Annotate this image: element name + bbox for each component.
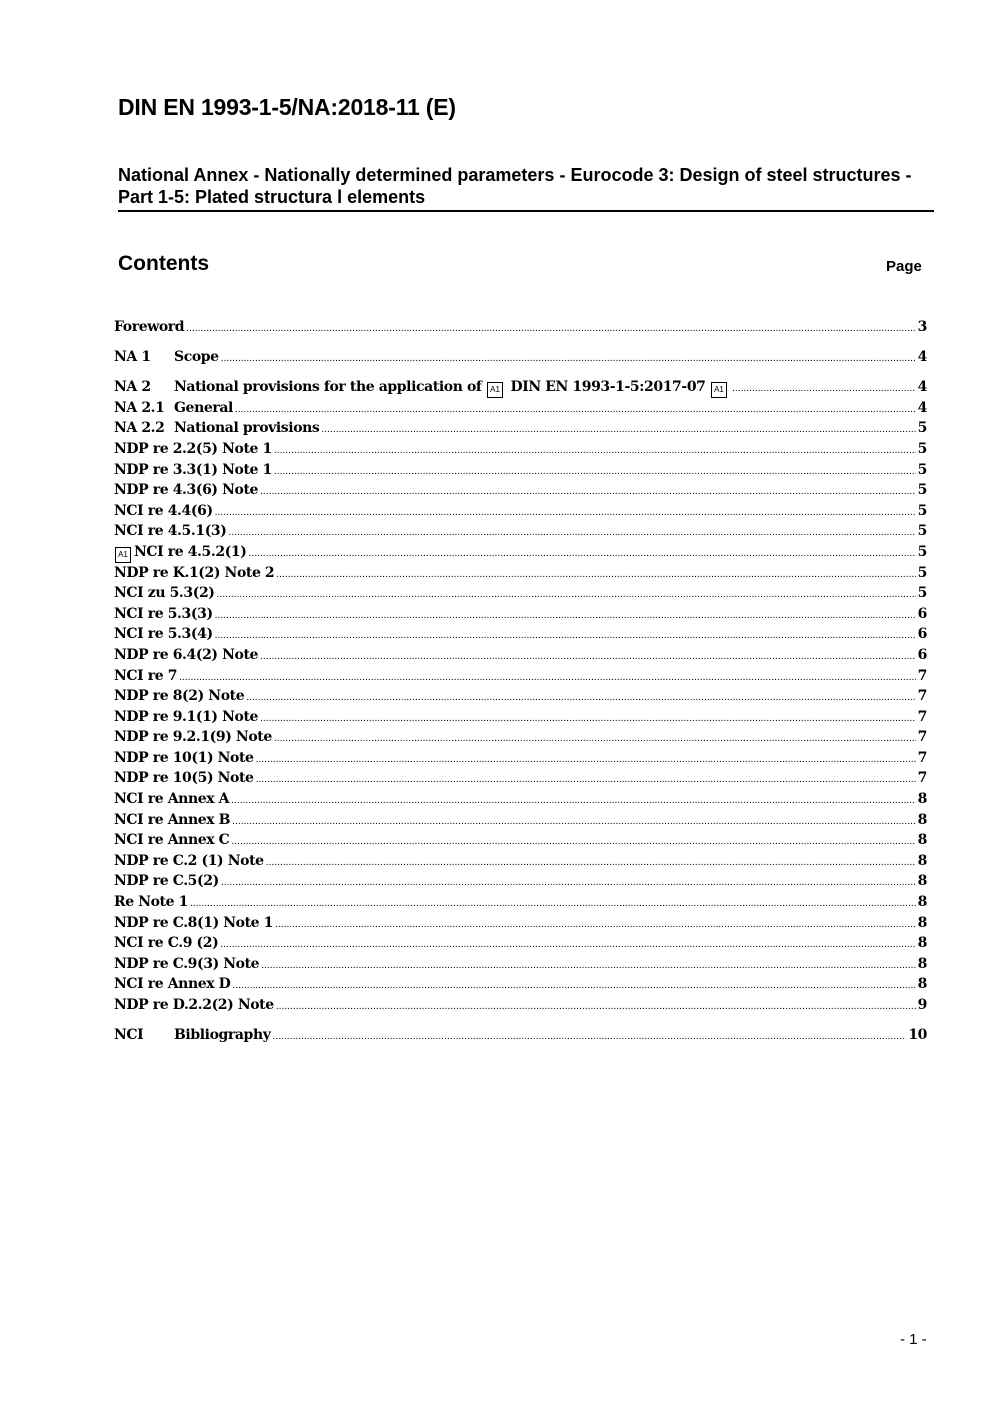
toc-entry-title: Bibliography (174, 1027, 271, 1044)
toc-entry-na2-2[interactable] (114, 418, 927, 439)
toc-entry[interactable] (114, 521, 927, 542)
toc-leader-dots (275, 913, 916, 936)
page-column-heading: Page (886, 258, 922, 275)
toc-entry[interactable] (114, 727, 927, 748)
toc-leader-dots (274, 439, 916, 462)
toc-leader-dots (221, 871, 916, 894)
toc-entry-page: 6 (917, 605, 927, 622)
toc-entry-title: NCI re Annex C (114, 832, 230, 849)
toc-entry-title: NDP re D.2.2(2) Note (114, 997, 274, 1013)
toc-leader-dots (215, 501, 916, 524)
toc-entry[interactable] (114, 686, 927, 707)
toc-entry-page: 8 (917, 791, 927, 808)
toc-entry[interactable] (114, 480, 927, 501)
toc-entry-title: Scope (174, 349, 219, 366)
toc-entry-page: 7 (917, 708, 927, 725)
toc-entry[interactable] (114, 913, 927, 934)
toc-entry-title: NDP re 2.2(5) Note 1 (114, 440, 272, 457)
toc-entry-page: 5 (917, 523, 927, 540)
toc-entry-page: 4 (917, 349, 927, 366)
toc-entry-title: NCI re 5.3(3) (114, 605, 213, 622)
toc-leader-dots (274, 727, 916, 750)
toc-entry-title: NDP re 10(1) Note (114, 749, 254, 766)
amendment-start-icon: A1 (115, 547, 131, 563)
toc-entry[interactable] (114, 892, 927, 913)
toc-leader-dots (235, 398, 916, 421)
contents-heading: Contents (118, 252, 209, 275)
toc-entry-page: 4 (917, 379, 927, 396)
toc-entry[interactable] (114, 851, 927, 872)
toc-entry-page: 5 (917, 461, 927, 478)
amendment-start-icon: A1 (487, 382, 503, 398)
toc-leader-dots (231, 830, 915, 853)
toc-entry-page: 8 (917, 976, 927, 993)
toc-leader-dots (261, 954, 915, 977)
toc-leader-dots (266, 851, 916, 874)
toc-entry-page: 5 (917, 502, 927, 519)
toc-entry[interactable] (114, 974, 927, 995)
toc-entry-title: NCI re C.9 (2) (114, 935, 219, 952)
toc-entry-title: NCI re Annex A (114, 791, 230, 808)
toc-entry-title-text: NCI re 4.5.2(1) (134, 543, 247, 560)
toc-entry-page: 8 (917, 955, 927, 972)
toc-entry-page: 5 (917, 420, 927, 437)
toc-leader-dots (256, 768, 916, 791)
toc-entry-title: NDP re C.2 (1) Note (114, 852, 264, 869)
toc-entry-page: 5 (917, 585, 927, 602)
toc-entry[interactable] (114, 933, 927, 954)
toc-entry-page: 7 (917, 749, 927, 766)
toc-entry-title: NCI zu 5.3(2) (114, 585, 215, 602)
toc-leader-dots (217, 583, 916, 606)
toc-entry-number: NA 2.2 (114, 420, 165, 437)
toc-entry-page: 7 (917, 729, 927, 746)
toc-entry-title-part: National provisions for the application of (174, 379, 482, 396)
toc-leader-dots (274, 460, 916, 483)
toc-entry-page: 5 (917, 482, 927, 499)
toc-entry-page: 9 (917, 997, 927, 1013)
toc-entry-title: NCI re Annex B (114, 811, 231, 828)
toc-entry-title: Foreword (114, 319, 185, 335)
toc-entry-page: 8 (917, 852, 927, 869)
toc-entry-title: NDP re K.1(2) Note 2 (114, 564, 275, 581)
toc-entry-na1[interactable] (114, 347, 927, 368)
toc-entry-title: NCI re 4.5.1(3) (114, 523, 227, 540)
toc-entry-title: NCI re 4.4(6) (114, 502, 213, 519)
toc-entry-title: Re Note 1 (114, 894, 188, 911)
toc-entry-page: 6 (917, 626, 927, 643)
toc-entry[interactable] (114, 583, 927, 604)
toc-leader-dots (272, 1025, 906, 1048)
toc-leader-dots (276, 563, 915, 586)
toc-entry-title (114, 542, 246, 563)
toc-entry-title: NDP re 8(2) Note (114, 688, 245, 705)
toc-leader-dots (228, 521, 915, 544)
toc-entry[interactable] (114, 707, 927, 728)
toc-entry-page: 8 (917, 832, 927, 849)
document-subtitle: National Annex - Nationally determined parameters - Eurocode 3: Design of steel structures - Part 1-5: Plated structura l elements (118, 165, 912, 207)
toc-entry-page: 8 (917, 894, 927, 911)
toc-entry-number: NA 1 (114, 349, 151, 366)
toc-entry-page: 5 (917, 564, 927, 581)
toc-leader-dots (215, 604, 916, 627)
toc-entry[interactable] (114, 460, 927, 481)
toc-entry[interactable] (114, 768, 927, 789)
toc-entry-page: 4 (917, 399, 927, 416)
toc-entry-title: NDP re C.5(2) (114, 873, 219, 890)
toc-entry-title: NDP re C.8(1) Note 1 (114, 914, 273, 931)
toc-entry-na2[interactable] (114, 377, 927, 398)
toc-entry-title: NCI re 5.3(4) (114, 626, 213, 643)
toc-entry-page: 8 (917, 935, 927, 952)
toc-entry-title: NCI re 7 (114, 667, 178, 684)
toc-entry[interactable] (114, 830, 927, 851)
toc-leader-dots (232, 810, 916, 833)
toc-entry-title: National provisions (174, 420, 320, 437)
toc-entry-page: 8 (917, 811, 927, 828)
toc-leader-dots (221, 347, 916, 370)
toc-leader-dots (260, 645, 916, 668)
toc-entry-page: 10 (908, 1027, 927, 1044)
toc-entry-page: 8 (917, 914, 927, 931)
toc-entry[interactable] (114, 542, 927, 563)
toc-entry[interactable] (114, 748, 927, 769)
toc-entry[interactable] (114, 954, 927, 975)
toc-entry[interactable] (114, 871, 927, 892)
page-number: - 1 - (900, 1331, 927, 1348)
toc-entry-title: NDP re 9.2.1(9) Note (114, 729, 272, 746)
toc-leader-dots (248, 542, 915, 565)
toc-entry-title: NCI re Annex D (114, 976, 231, 993)
toc-entry-page: 7 (917, 770, 927, 787)
toc-entry-page: 3 (917, 319, 927, 335)
toc-entry-page: 5 (917, 440, 927, 457)
toc-entry-page: 6 (917, 646, 927, 663)
toc-leader-dots (186, 317, 916, 340)
toc-entry[interactable] (114, 563, 927, 584)
toc-entry-title: General (174, 399, 233, 416)
toc-entry-title: NDP re 4.3(6) Note (114, 482, 259, 499)
toc-entry-title: NDP re 3.3(1) Note 1 (114, 461, 272, 478)
toc-entry-title: NDP re C.9(3) Note (114, 955, 260, 972)
toc-entry[interactable] (114, 666, 927, 687)
toc-leader-dots (232, 974, 915, 997)
toc-leader-dots (260, 480, 916, 503)
toc-entry[interactable] (114, 645, 927, 666)
toc-entry-page: 7 (917, 688, 927, 705)
amendment-end-icon: A1 (711, 382, 727, 398)
toc-leader-dots (179, 666, 916, 689)
toc-leader-dots (260, 707, 916, 730)
toc-leader-dots (190, 892, 916, 915)
toc-leader-dots (732, 377, 916, 400)
toc-entry[interactable] (114, 439, 927, 460)
toc-entry-title: NDP re 9.1(1) Note (114, 708, 259, 725)
toc-entry-number: NA 2 (114, 379, 151, 396)
toc-leader-dots (321, 418, 915, 441)
toc-leader-dots (276, 995, 916, 1018)
toc-entry-title-part: DIN EN 1993-1-5:2017-07 (510, 379, 706, 396)
toc-entry-page: 5 (917, 543, 927, 560)
toc-entry-number: NA 2.1 (114, 399, 165, 416)
title-divider (118, 210, 934, 212)
toc-entry-bibliography[interactable] (114, 1025, 927, 1046)
toc-leader-dots (246, 686, 915, 709)
toc-leader-dots (231, 789, 916, 812)
toc-entry-na2-1[interactable] (114, 398, 927, 419)
toc-leader-dots (215, 624, 916, 647)
toc-leader-dots (220, 933, 915, 956)
toc-entry-title: NDP re 10(5) Note (114, 770, 254, 787)
toc-entry-page: 7 (917, 667, 927, 684)
table-of-contents (114, 317, 927, 1046)
toc-entry-number: NCI (114, 1027, 144, 1044)
toc-entry-title (174, 377, 730, 398)
toc-entry[interactable] (114, 995, 927, 1016)
toc-entry[interactable] (114, 624, 927, 645)
toc-entry[interactable] (114, 501, 927, 522)
toc-entry-title: NDP re 6.4(2) Note (114, 646, 259, 663)
toc-entry[interactable] (114, 604, 927, 625)
toc-leader-dots (256, 748, 916, 771)
toc-entry[interactable] (114, 789, 927, 810)
toc-entry-page: 8 (917, 873, 927, 890)
toc-entry-foreword[interactable] (114, 317, 927, 338)
document-title: DIN EN 1993-1-5/NA:2018-11 (E) (118, 94, 456, 120)
toc-entry[interactable] (114, 810, 927, 831)
